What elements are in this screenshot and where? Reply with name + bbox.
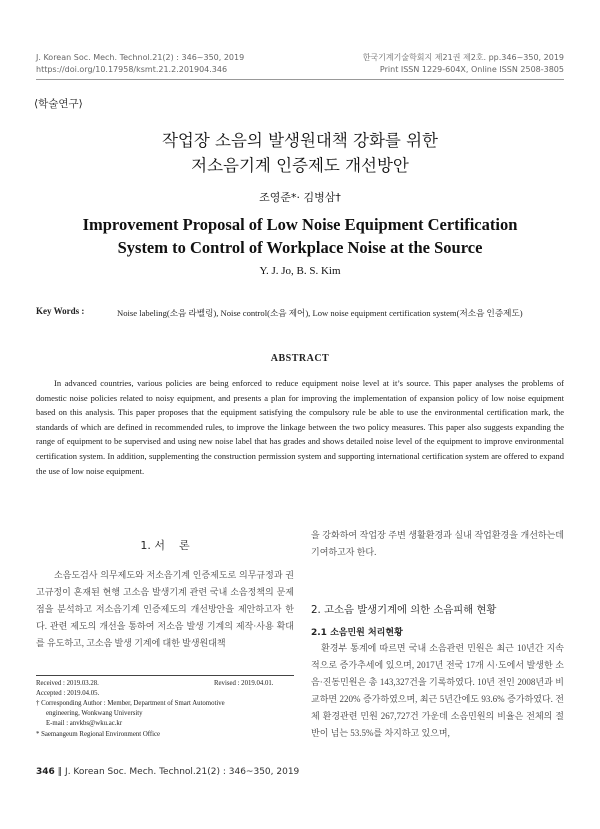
section1-continued: 을 강화하여 작업장 주변 생활환경과 실내 작업환경을 개선하는데 기여하고자 한다. bbox=[311, 530, 564, 557]
accepted-date: Accepted : 2019.04.05. bbox=[36, 690, 100, 697]
keywords-text: Noise labeling(소음 라벨링), Noise control(소음 제어), Low noise equipment certification system(저소음 인증제도) bbox=[117, 308, 523, 318]
journal-citation: J. Korean Soc. Mech. Technol.21(2) : 346~350, 2019 bbox=[36, 53, 245, 62]
page-footer bbox=[36, 767, 299, 777]
korean-title-line1: 작업장 소음의 발생원대책 강화를 위한 bbox=[161, 131, 438, 150]
corresponding-author: † Corresponding Author : Member, Department of Smart Automotive bbox=[36, 700, 225, 707]
article-type-tag: ⟨학술연구⟩ bbox=[34, 98, 83, 110]
journal-citation-left bbox=[36, 52, 244, 76]
korean-journal-citation: 한국기계기술학회지 제21권 제2호. pp.346~350, 2019 bbox=[362, 53, 564, 62]
section2-heading: 2. 고소음 발생기계에 의한 소음피해 현황 bbox=[311, 604, 497, 616]
footer-citation: J. Korean Soc. Mech. Technol.21(2) : 346~350, 2019 bbox=[65, 767, 300, 777]
author-email[interactable]: E-mail : anvkbs@wku.ac.kr bbox=[46, 720, 123, 727]
received-date: Received : 2019.03.28. bbox=[36, 680, 99, 687]
issn-info: Print ISSN 1229-604X, Online ISSN 2508-3805 bbox=[379, 65, 564, 74]
korean-title-line2: 저소음기계 인증제도 개선방안 bbox=[191, 156, 409, 175]
section1-heading: 1. 서 론 bbox=[140, 539, 190, 552]
abstract-body: In advanced countries, various policies are being enforced to reduce equipment noise level at it’s source. This paper analyses the problems of domestic noise policies related to noisy equipment, and presents a plan for improving the implementation of expansion policy of low noise equipment based on this analysis. This paper proposes that the equipment satisfying the compulsory rule be able to use the environmental certification mark, the standards of which are defined in recommended rules, to improve the linkage between the two policy measures. This paper also suggests expanding the range of equipment to be supervised and using new noise label that has grades and shows detailed noise level of the equipment to improve environmental certification system. In addition, supplementing the construction permission system and supporting international certification system are offered to expand the use of low noise equipment. bbox=[36, 378, 564, 476]
coauthor-affiliation: * Saemangeum Regional Environment Office bbox=[36, 731, 161, 738]
subsection-2-1-body: 환경부 통계에 따르면 국내 소음관련 민원은 최근 10년간 지속적으로 증가추세에 있으며, 2017년 전국 17개 시·도에서 발생한 소음·진동민원은 총 143,327건을 기록하였다. 10년 전인 2008년과 비교하면 220% 증가하였으며, 최근 5년간에도 93.6% 증가하였다. 전체 환경관련 민원 267,727건 가운데 소음민원의 비율은 전체의 절반이 넘는 53.5%를 차지하고 있으며, bbox=[311, 643, 564, 738]
doi-link[interactable]: https://doi.org/10.17958/ksmt.21.2.201904.346 bbox=[36, 65, 228, 74]
english-title-line2: System to Control of Workplace Noise at the Source bbox=[117, 238, 483, 257]
page-number: 346 bbox=[36, 767, 55, 777]
footnote-divider bbox=[36, 675, 294, 676]
header-divider bbox=[36, 79, 564, 80]
korean-authors: 조영준*· 김병삼† bbox=[259, 191, 341, 204]
english-title-line1: Improvement Proposal of Low Noise Equipment Certification bbox=[82, 215, 518, 234]
revised-date: Revised : 2019.04.01. bbox=[214, 680, 274, 687]
journal-citation-right bbox=[363, 52, 564, 76]
corresponding-affiliation: engineering, Wonkwang University bbox=[46, 710, 143, 717]
subsection-2-1-heading: 2.1 소음민원 처리현황 bbox=[311, 628, 403, 638]
abstract-heading: ABSTRACT bbox=[270, 353, 330, 364]
footer-separator: ‖ bbox=[57, 767, 63, 777]
keywords-label: Key Words : bbox=[36, 306, 85, 316]
section1-body: 소음도검사 의무제도와 저소음기계 인증제도로 의무규정과 권고규정이 혼재된 현행 고소음 발생기계 관련 국내 소음정책의 문제점을 분석하고 저소음기계 인증제도의 개선방안을 제안하고자 한다. 관련 제도의 개선을 통하여 저소음 발생 기계의 제작·사용 확대를 유도하고, 고소음 발생 기계에 대한 발생원대책 bbox=[36, 570, 294, 648]
english-authors: Y. J. Jo, B. S. Kim bbox=[259, 265, 341, 277]
